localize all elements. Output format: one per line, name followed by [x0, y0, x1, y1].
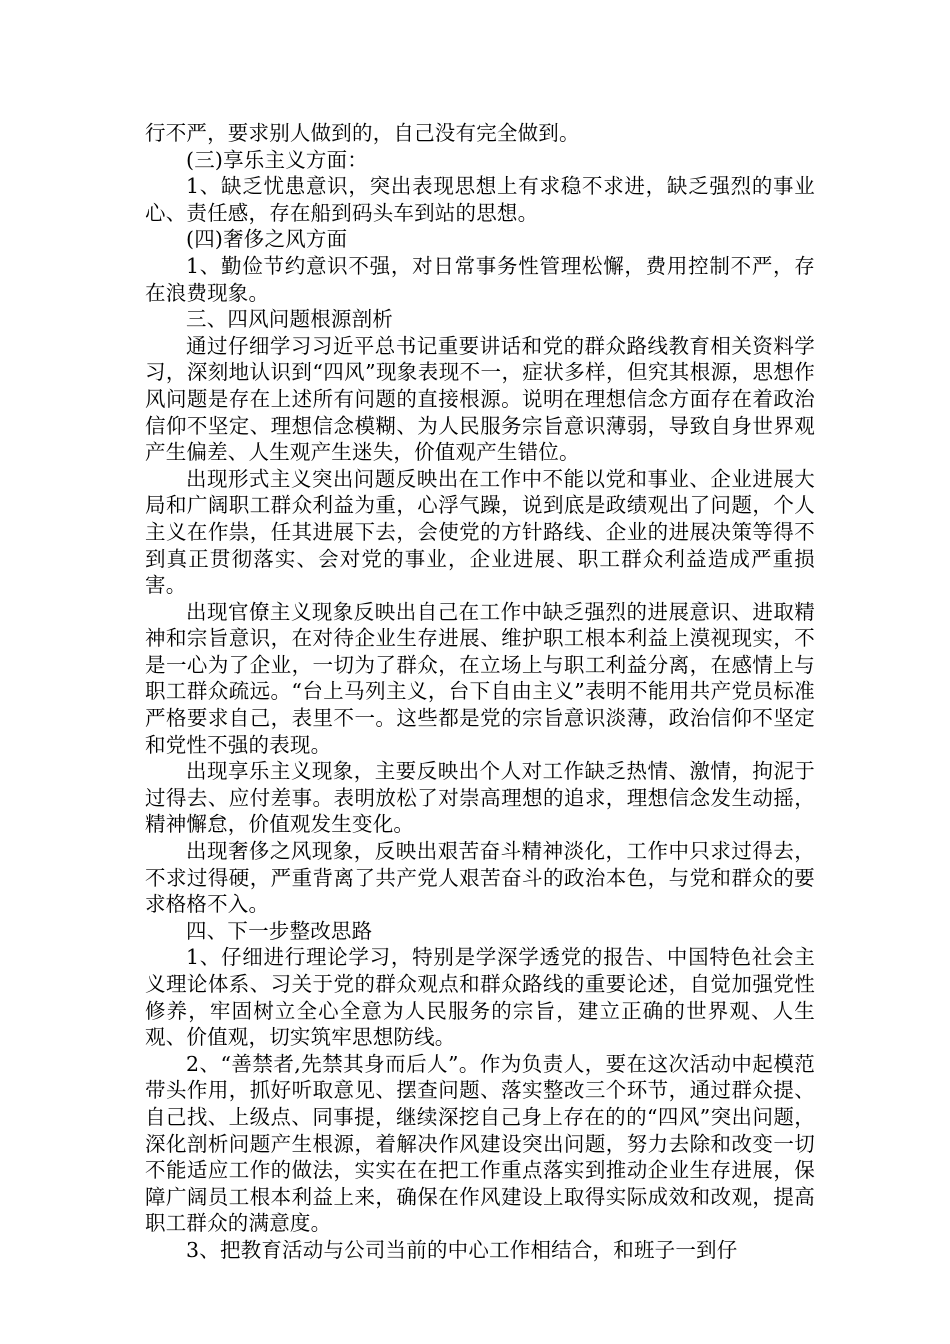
paragraph-next-step-2: 2、“善禁者,先禁其身而后人”。作为负责人，要在这次活动中起模范带头作用，抓好听取意见、摆查问题、落实整改三个环节，通过群众提、自己找、上级点、同事提，继续深挖自己身上存在的的“四风”突出问题，深化剖析问题产生根源，着解决作风建设突出问题，努力去除和改变一切不能适应工作的做法，实实在在把工作重点落实到推动企业生存进展，保障广阔员工根本利益上来，确保在作风建设上取得实际成效和改观，提高职工群众的满意度。	[145, 1051, 815, 1236]
section-heading-hedonism: (三)享乐主义方面：	[186, 147, 368, 172]
paragraph-extravagance-1: 1、勤俭节约意识不强，对日常事务性管理松懈，费用控制不严，存在浪费现象。	[145, 253, 815, 305]
paragraph-bureaucracy: 出现官僚主义现象反映出自己在工作中缺乏强烈的进展意识、进取精神和宗旨意识，在对待企业生存进展、维护职工根本利益上漠视现实，不是一心为了企业，一切为了群众，在立场上与职工利益分离，在感情上与职工群众疏远。“台上马列主义，台下自由主义”表明不能用共产党员标准严格要求自己，表里不一。这些都是党的宗旨意识淡薄，政治信仰不坚定和党性不强的表现。	[145, 599, 815, 757]
section-heading-extravagance: (四)奢侈之风方面	[186, 227, 348, 252]
paragraph-next-step-3: 3、把教育活动与公司当前的中心工作相结合，和班子一到仔	[186, 1237, 738, 1262]
section-heading-root-causes: 三、四风问题根源剖析	[186, 307, 393, 332]
section-heading-next-steps: 四、下一步整改思路	[186, 918, 373, 943]
paragraph-next-step-1: 1、仔细进行理论学习，特别是学深学透党的报告、中国特色社会主义理论体系、习关于党的群众观点和群众路线的重要论述，自觉加强党性修养，牢固树立全心全意为人民服务的宗旨，建立正确的世界观、人生观、价值观，切实筑牢思想防线。	[145, 945, 815, 1050]
paragraph-extravagance-analysis: 出现奢侈之风现象，反映出艰苦奋斗精神淡化，工作中只求过得去，不求过得硬，严重背离了共产党人艰苦奋斗的政治本色，与党和群众的要求格格不入。	[145, 839, 815, 917]
paragraph-formalism: 出现形式主义突出问题反映出在工作中不能以党和事业、企业进展大局和广阔职工群众利益为重，心浮气躁，说到底是政绩观出了问题，个人主义在作祟，任其进展下去，会使党的方针路线、企业的进展决策等得不到真正贯彻落实、会对党的事业，企业进展、职工群众利益造成严重损害。	[145, 466, 815, 598]
paragraph-hedonism-analysis: 出现享乐主义现象，主要反映出个人对工作缺乏热情、激情，拘泥于过得去、应付差事。表明放松了对崇高理想的追求，理想信念发生动摇，精神懈怠，价值观发生变化。	[145, 759, 815, 837]
paragraph-root-causes: 通过仔细学习习近平总书记重要讲话和党的群众路线教育相关资料学习，深刻地认识到“四风”现象表现不一，症状多样，但究其根源，思想作风问题是存在上述所有问题的直接根源。说明在理想信念方面存在着政治信仰不坚定、理想信念模糊、为人民服务宗旨意识薄弱，导致自身世界观产生偏差、人生观产生迷失，价值观产生错位。	[145, 333, 815, 465]
document-body	[145, 120, 815, 1264]
paragraph-continuation: 行不严，要求别人做到的，自己没有完全做到。	[145, 121, 580, 145]
paragraph-hedonism-1: 1、缺乏忧患意识，突出表现思想上有求稳不求进，缺乏强烈的事业心、责任感，存在船到码头车到站的思想。	[145, 174, 815, 225]
